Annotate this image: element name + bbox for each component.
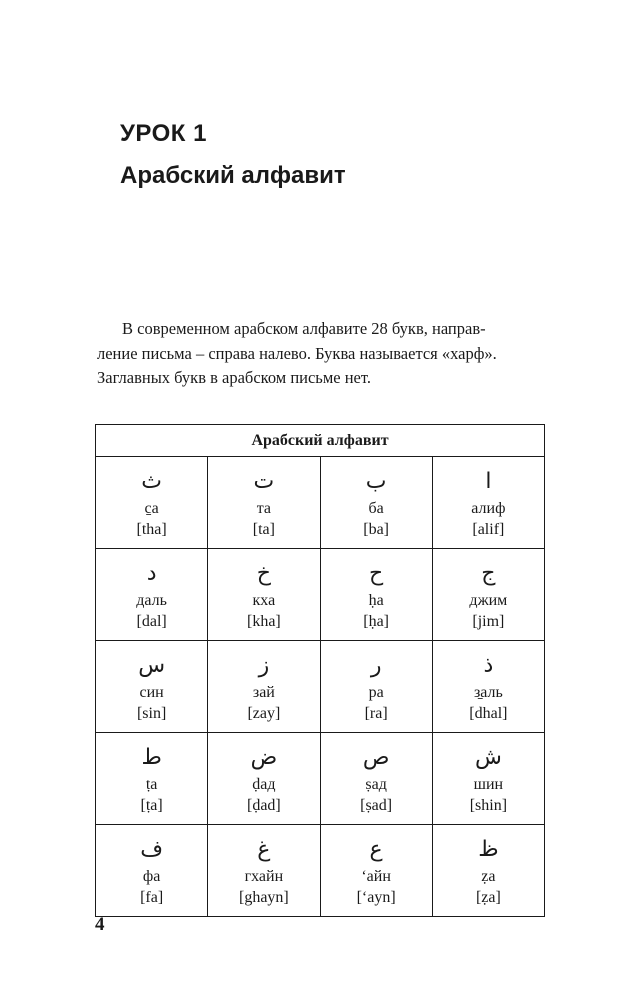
letter-name: ḥa [368, 592, 384, 609]
letter-transliteration: [ḥa] [363, 613, 389, 630]
table-row [96, 825, 545, 917]
letter-name: та [256, 500, 272, 517]
letter-transliteration: [dal] [136, 613, 167, 630]
letter-name: алиф [471, 500, 506, 517]
page-number: 4 [95, 914, 105, 935]
letter-transliteration: [sin] [136, 705, 167, 722]
letter-cell [96, 549, 208, 641]
letter-cell [208, 457, 320, 549]
arabic-letter: ف [140, 837, 164, 862]
arabic-letter: ب [365, 469, 387, 494]
letter-cell [432, 733, 544, 825]
letter-name: син [139, 684, 164, 701]
letter-name: фа [142, 868, 161, 885]
arabic-letter: ح [369, 561, 384, 586]
letter-cell [432, 457, 544, 549]
arabic-letter: ج [481, 561, 496, 586]
arabic-letter: د [146, 561, 157, 586]
intro-line: В современном арабском алфавите 28 букв, направ- [122, 319, 486, 338]
arabic-letter: ط [141, 745, 162, 770]
letter-transliteration: [ba] [363, 521, 389, 538]
arabic-letter: ذ [483, 653, 494, 678]
letter-name: кха [252, 592, 276, 609]
letter-cell [320, 733, 432, 825]
arabic-letter: غ [257, 837, 271, 862]
letter-cell [96, 641, 208, 733]
arabic-letter: خ [256, 561, 271, 586]
table-caption: Арабский алфавит [96, 425, 545, 457]
letter-cell [208, 733, 320, 825]
letter-transliteration: [ṣad] [360, 797, 393, 814]
arabic-letter: ش [474, 745, 502, 770]
letter-name: c̱a [144, 500, 159, 517]
letter-cell [208, 641, 320, 733]
letter-cell [96, 825, 208, 917]
arabic-letter: ت [253, 469, 275, 494]
letter-cell [96, 457, 208, 549]
letter-cell [432, 825, 544, 917]
letter-transliteration: [shin] [469, 797, 508, 814]
letter-transliteration: [jim] [472, 613, 505, 630]
letter-cell [320, 457, 432, 549]
letter-transliteration: [ta] [252, 521, 275, 538]
lesson-title: Арабский алфавит [120, 162, 346, 189]
arabic-letter: ظ [478, 837, 499, 862]
letter-name: даль [136, 592, 167, 609]
arabic-letter: س [138, 653, 166, 678]
letter-name: шин [473, 776, 504, 793]
letter-transliteration: [tha] [136, 521, 167, 538]
letter-cell [432, 549, 544, 641]
lesson-number: УРОК 1 [120, 120, 207, 147]
letter-transliteration: [zay] [247, 705, 281, 722]
letter-transliteration: [fa] [140, 889, 164, 906]
table-row [96, 733, 545, 825]
table-row [96, 549, 545, 641]
letter-cell [208, 549, 320, 641]
letter-cell [432, 641, 544, 733]
letter-name: ḍад [252, 776, 276, 793]
letter-transliteration: [alif] [472, 521, 505, 538]
letter-name: ṣад [365, 776, 387, 793]
intro-paragraph [97, 317, 543, 391]
arabic-letter: ث [141, 469, 162, 494]
arabic-letter: ض [250, 745, 278, 770]
letter-cell [208, 825, 320, 917]
letter-name: ‘айн [361, 868, 391, 885]
table-row [96, 457, 545, 549]
letter-name: ṭa [145, 776, 158, 793]
letter-name: джим [469, 592, 508, 609]
letter-cell [320, 825, 432, 917]
letter-cell [320, 549, 432, 641]
arabic-letter: ر [370, 653, 382, 678]
letter-name: зай [252, 684, 275, 701]
intro-line: Заглавных букв в арабском письме нет. [97, 368, 371, 387]
letter-name: з̱аль [473, 684, 503, 701]
arabic-letter: ز [258, 653, 270, 678]
table-row [96, 641, 545, 733]
letter-cell [320, 641, 432, 733]
letter-transliteration: [ẓa] [475, 889, 501, 906]
letter-transliteration: [kha] [246, 613, 281, 630]
arabic-letter: ا [485, 469, 492, 494]
letter-transliteration: [dhal] [469, 705, 508, 722]
intro-line: ление письма – справа налево. Буква называется «харф». [97, 343, 497, 363]
letter-name: ẓa [481, 868, 496, 885]
letter-transliteration: [ḍad] [246, 797, 281, 814]
letter-transliteration: [ra] [364, 705, 388, 722]
letter-transliteration: [ghayn] [238, 889, 289, 906]
letter-name: ра [368, 684, 384, 701]
arabic-letter: ص [362, 745, 390, 770]
arabic-letter: ع [369, 837, 383, 862]
letter-name: гхайн [244, 868, 284, 885]
letter-cell [96, 733, 208, 825]
letter-transliteration: [‘ayn] [356, 889, 396, 906]
letter-name: ба [368, 500, 384, 517]
letter-transliteration: [ṭa] [140, 797, 163, 814]
alphabet-table [95, 424, 545, 917]
